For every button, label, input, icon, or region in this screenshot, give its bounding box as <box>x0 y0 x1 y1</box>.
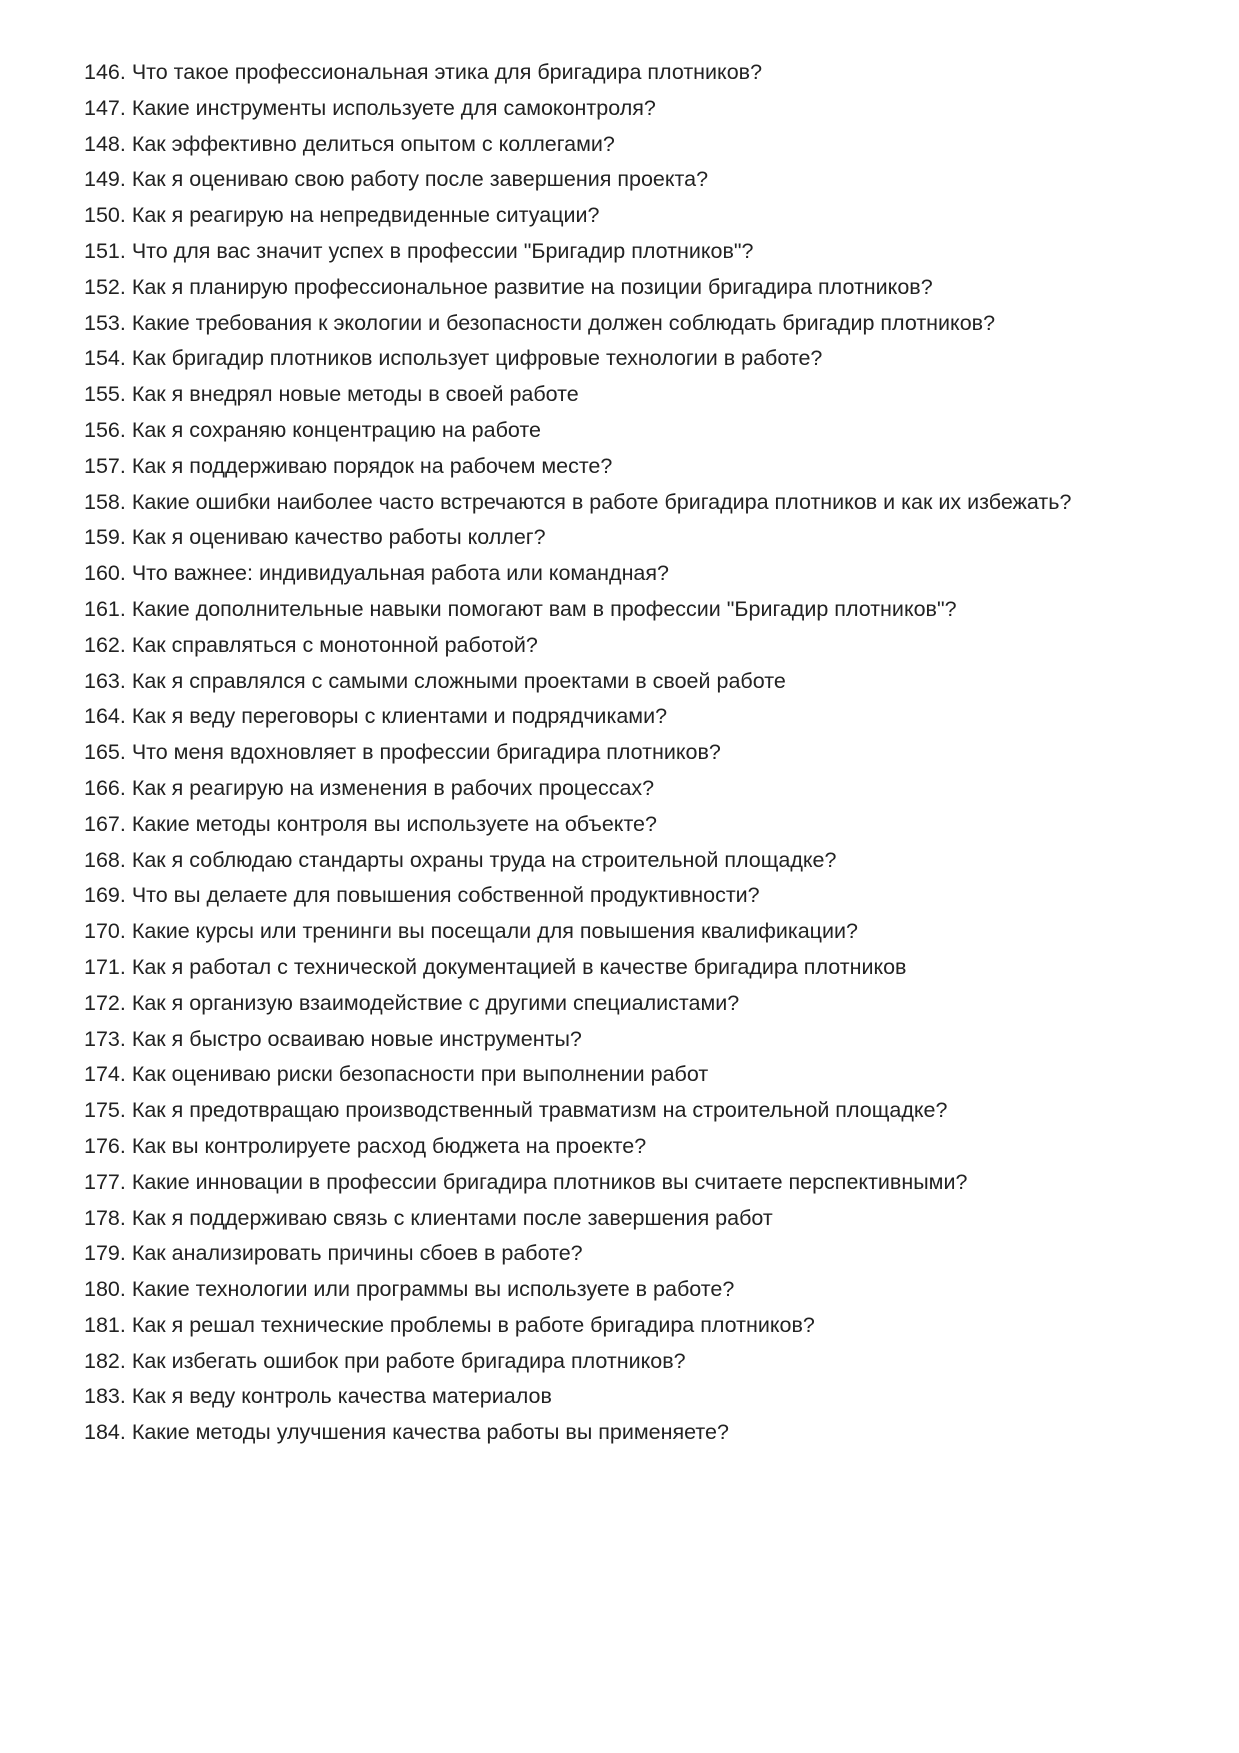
list-item: 164. Как я веду переговоры с клиентами и подрядчиками? <box>84 704 668 729</box>
list-item: 169. Что вы делаете для повышения собственной продуктивности? <box>84 883 760 908</box>
list-item: 181. Как я решал технические проблемы в работе бригадира плотников? <box>84 1312 815 1337</box>
list-item: 175. Как я предотвращаю производственный травматизм на строительной площадке? <box>84 1098 948 1123</box>
list-item: 173. Как я быстро осваиваю новые инструменты? <box>84 1026 582 1051</box>
list-item: 149. Как я оцениваю свою работу после завершения проекта? <box>84 167 709 192</box>
list-item: 177. Какие инновации в профессии бригадира плотников вы считаете перспективными? <box>84 1169 968 1194</box>
list-item: 172. Как я организую взаимодействие с другими специалистами? <box>84 990 740 1015</box>
list-item: 182. Как избегать ошибок при работе бригадира плотников? <box>84 1348 686 1373</box>
list-item: 151. Что для вас значит успех в профессии "Бригадир плотников"? <box>84 238 754 263</box>
list-item: 146. Что такое профессиональная этика для бригадира плотников? <box>84 60 763 84</box>
list-item: 147. Какие инструменты используете для самоконтроля? <box>84 95 656 120</box>
list-item: 150. Как я реагирую на непредвиденные ситуации? <box>84 203 600 228</box>
list-item: 171. Как я работал с технической документацией в качестве бригадира плотников <box>84 954 907 979</box>
list-item: 166. Как я реагирую на изменения в рабочих процессах? <box>84 775 655 800</box>
list-item: 179. Как анализировать причины сбоев в работе? <box>84 1241 583 1266</box>
list-item: 162. Как справляться с монотонной работой? <box>84 632 538 657</box>
list-item: 163. Как я справлялся с самыми сложными проектами в своей работе <box>84 668 786 693</box>
list-item: 174. Как оцениваю риски безопасности при выполнении работ <box>84 1062 709 1087</box>
list-item: 180. Какие технологии или программы вы используете в работе? <box>84 1277 735 1302</box>
list-item: 183. Как я веду контроль качества материалов <box>84 1384 552 1409</box>
list-item: 165. Что меня вдохновляет в профессии бригадира плотников? <box>84 740 721 765</box>
list-item: 154. Как бригадир плотников использует цифровые технологии в работе? <box>84 346 823 371</box>
list-item: 155. Как я внедрял новые методы в своей работе <box>84 382 579 407</box>
list-item: 152. Как я планирую профессиональное развитие на позиции бригадира плотников? <box>84 274 933 299</box>
question-list <box>84 55 1144 1451</box>
list-item: 158. Какие ошибки наиболее часто встречаются в работе бригадира плотников и как их избежать? <box>84 489 1072 514</box>
list-item: 184. Какие методы улучшения качества работы вы применяете? <box>84 1420 729 1445</box>
list-item: 153. Какие требования к экологии и безопасности должен соблюдать бригадир плотников? <box>84 310 996 335</box>
list-item: 148. Как эффективно делиться опытом с коллегами? <box>84 131 615 156</box>
list-item: 168. Как я соблюдаю стандарты охраны труда на строительной площадке? <box>84 847 837 872</box>
list-item: 157. Как я поддерживаю порядок на рабочем месте? <box>84 453 613 478</box>
list-item: 159. Как я оцениваю качество работы коллег? <box>84 525 546 550</box>
list-item: 178. Как я поддерживаю связь с клиентами после завершения работ <box>84 1205 773 1230</box>
list-item: 161. Какие дополнительные навыки помогают вам в профессии "Бригадир плотников"? <box>84 596 957 621</box>
list-item: 167. Какие методы контроля вы используете на объекте? <box>84 811 657 836</box>
list-item: 156. Как я сохраняю концентрацию на работе <box>84 417 541 442</box>
list-item: 170. Какие курсы или тренинги вы посещали для повышения квалификации? <box>84 919 858 944</box>
list-item: 176. Как вы контролируете расход бюджета на проекте? <box>84 1133 647 1158</box>
list-item: 160. Что важнее: индивидуальная работа или командная? <box>84 561 669 586</box>
